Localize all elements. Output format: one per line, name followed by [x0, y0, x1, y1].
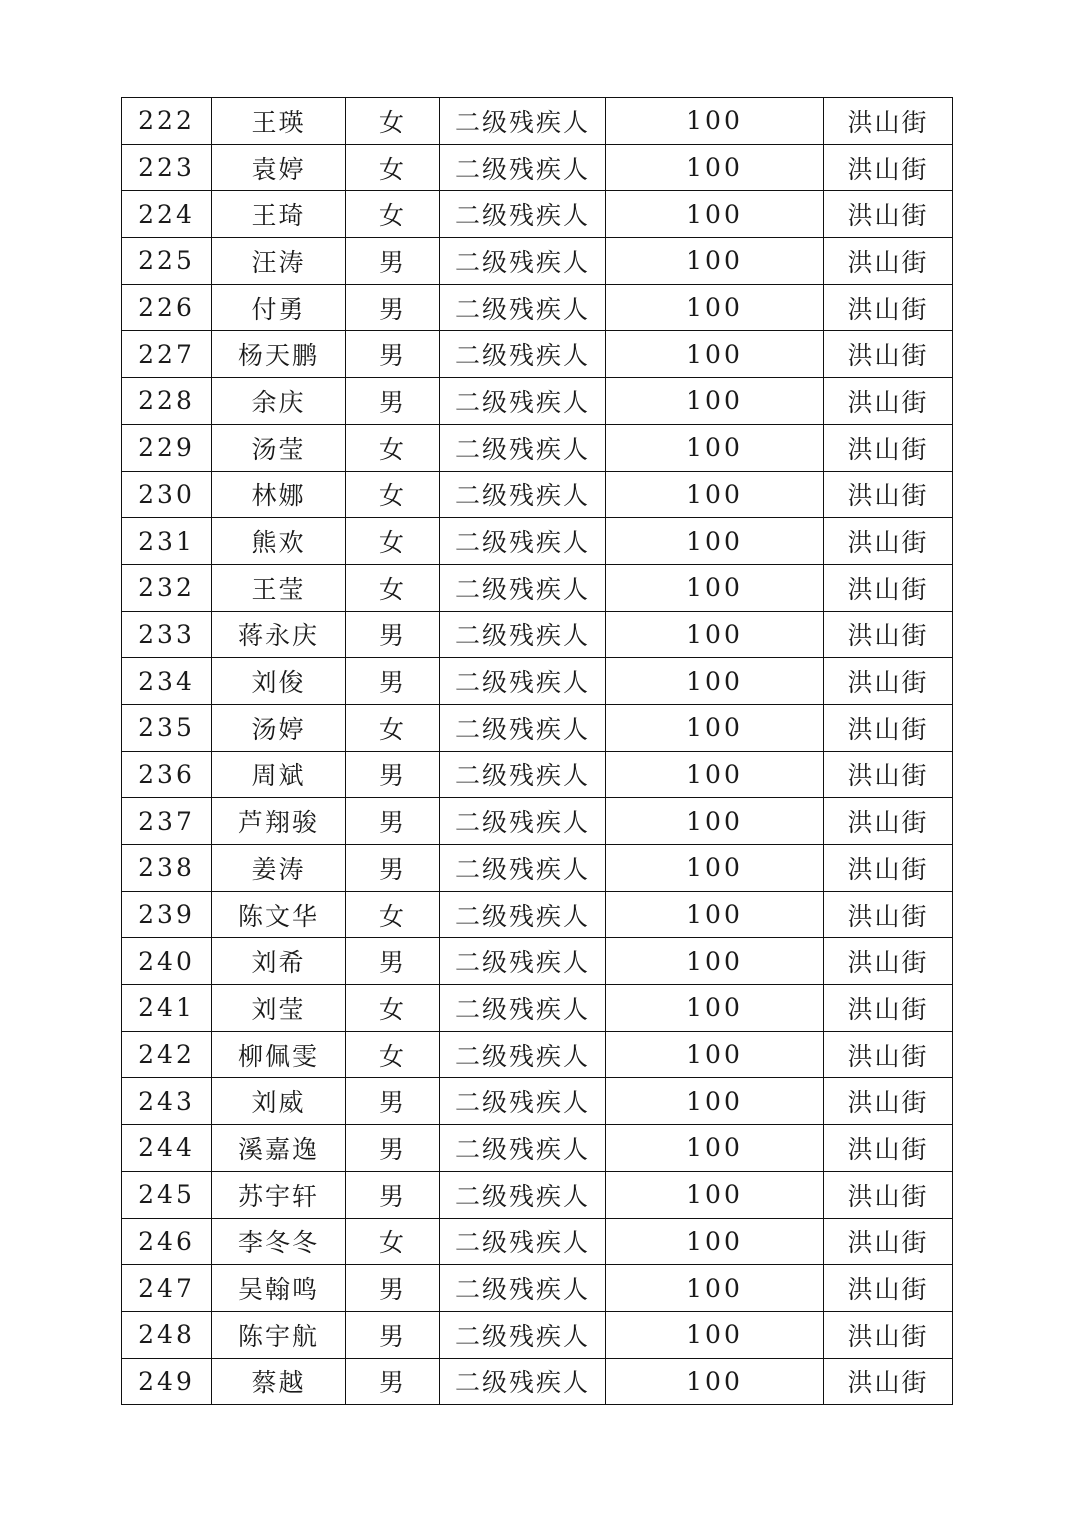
name-cell: 付勇: [212, 284, 346, 331]
table-row: [122, 1218, 953, 1265]
disability-level-cell: 二级残疾人: [440, 658, 606, 705]
table-row: [122, 98, 953, 145]
name-cell: 熊欢: [212, 518, 346, 565]
disability-level-cell: 二级残疾人: [440, 1265, 606, 1312]
amount-cell: 100: [606, 985, 824, 1032]
roster-table-body: [122, 98, 953, 1405]
street-cell: 洪山街: [824, 798, 953, 845]
table-row: [122, 191, 953, 238]
disability-level-cell: 二级残疾人: [440, 284, 606, 331]
amount-cell: 100: [606, 1078, 824, 1125]
gender-cell: 男: [346, 611, 440, 658]
amount-cell: 100: [606, 378, 824, 425]
table-row: [122, 1125, 953, 1172]
serial-number-cell: 244: [122, 1125, 212, 1172]
disability-level-cell: 二级残疾人: [440, 144, 606, 191]
name-cell: 汪涛: [212, 238, 346, 285]
disability-level-cell: 二级残疾人: [440, 191, 606, 238]
disability-level-cell: 二级残疾人: [440, 98, 606, 145]
table-row: [122, 938, 953, 985]
serial-number-cell: 232: [122, 564, 212, 611]
gender-cell: 男: [346, 1265, 440, 1312]
table-row: [122, 1031, 953, 1078]
gender-cell: 男: [346, 1078, 440, 1125]
amount-cell: 100: [606, 1218, 824, 1265]
amount-cell: 100: [606, 1125, 824, 1172]
disability-level-cell: 二级残疾人: [440, 751, 606, 798]
gender-cell: 女: [346, 144, 440, 191]
amount-cell: 100: [606, 331, 824, 378]
gender-cell: 男: [346, 331, 440, 378]
serial-number-cell: 236: [122, 751, 212, 798]
amount-cell: 100: [606, 1311, 824, 1358]
serial-number-cell: 229: [122, 424, 212, 471]
serial-number-cell: 249: [122, 1358, 212, 1405]
amount-cell: 100: [606, 1171, 824, 1218]
disability-level-cell: 二级残疾人: [440, 845, 606, 892]
serial-number-cell: 241: [122, 985, 212, 1032]
roster-table-wrapper: [121, 97, 953, 1405]
street-cell: 洪山街: [824, 1265, 953, 1312]
street-cell: 洪山街: [824, 238, 953, 285]
street-cell: 洪山街: [824, 704, 953, 751]
street-cell: 洪山街: [824, 611, 953, 658]
disability-level-cell: 二级残疾人: [440, 424, 606, 471]
disability-level-cell: 二级残疾人: [440, 938, 606, 985]
gender-cell: 女: [346, 191, 440, 238]
serial-number-cell: 237: [122, 798, 212, 845]
disability-level-cell: 二级残疾人: [440, 1311, 606, 1358]
serial-number-cell: 228: [122, 378, 212, 425]
gender-cell: 男: [346, 1358, 440, 1405]
table-row: [122, 424, 953, 471]
street-cell: 洪山街: [824, 284, 953, 331]
serial-number-cell: 233: [122, 611, 212, 658]
gender-cell: 男: [346, 938, 440, 985]
table-row: [122, 1078, 953, 1125]
serial-number-cell: 242: [122, 1031, 212, 1078]
serial-number-cell: 246: [122, 1218, 212, 1265]
street-cell: 洪山街: [824, 658, 953, 705]
street-cell: 洪山街: [824, 191, 953, 238]
table-row: [122, 378, 953, 425]
table-row: [122, 144, 953, 191]
disability-level-cell: 二级残疾人: [440, 1125, 606, 1172]
name-cell: 柳佩雯: [212, 1031, 346, 1078]
gender-cell: 男: [346, 1311, 440, 1358]
name-cell: 溪嘉逸: [212, 1125, 346, 1172]
disability-level-cell: 二级残疾人: [440, 1031, 606, 1078]
street-cell: 洪山街: [824, 144, 953, 191]
disability-level-cell: 二级残疾人: [440, 1218, 606, 1265]
street-cell: 洪山街: [824, 1358, 953, 1405]
name-cell: 刘莹: [212, 985, 346, 1032]
street-cell: 洪山街: [824, 378, 953, 425]
amount-cell: 100: [606, 471, 824, 518]
serial-number-cell: 227: [122, 331, 212, 378]
serial-number-cell: 239: [122, 891, 212, 938]
street-cell: 洪山街: [824, 1078, 953, 1125]
roster-table: [121, 97, 953, 1405]
table-row: [122, 284, 953, 331]
disability-level-cell: 二级残疾人: [440, 798, 606, 845]
amount-cell: 100: [606, 751, 824, 798]
gender-cell: 男: [346, 378, 440, 425]
gender-cell: 女: [346, 98, 440, 145]
street-cell: 洪山街: [824, 1218, 953, 1265]
amount-cell: 100: [606, 564, 824, 611]
table-row: [122, 751, 953, 798]
amount-cell: 100: [606, 1358, 824, 1405]
table-row: [122, 1171, 953, 1218]
amount-cell: 100: [606, 1265, 824, 1312]
gender-cell: 女: [346, 891, 440, 938]
name-cell: 王瑛: [212, 98, 346, 145]
street-cell: 洪山街: [824, 751, 953, 798]
name-cell: 吴翰鸣: [212, 1265, 346, 1312]
gender-cell: 女: [346, 1031, 440, 1078]
serial-number-cell: 230: [122, 471, 212, 518]
street-cell: 洪山街: [824, 98, 953, 145]
gender-cell: 女: [346, 564, 440, 611]
amount-cell: 100: [606, 191, 824, 238]
serial-number-cell: 240: [122, 938, 212, 985]
disability-level-cell: 二级残疾人: [440, 378, 606, 425]
name-cell: 芦翔骏: [212, 798, 346, 845]
table-row: [122, 331, 953, 378]
table-row: [122, 238, 953, 285]
disability-level-cell: 二级残疾人: [440, 564, 606, 611]
street-cell: 洪山街: [824, 1031, 953, 1078]
street-cell: 洪山街: [824, 331, 953, 378]
street-cell: 洪山街: [824, 1311, 953, 1358]
gender-cell: 男: [346, 658, 440, 705]
gender-cell: 女: [346, 518, 440, 565]
street-cell: 洪山街: [824, 564, 953, 611]
name-cell: 刘希: [212, 938, 346, 985]
disability-level-cell: 二级残疾人: [440, 1171, 606, 1218]
disability-level-cell: 二级残疾人: [440, 1358, 606, 1405]
serial-number-cell: 238: [122, 845, 212, 892]
disability-level-cell: 二级残疾人: [440, 611, 606, 658]
street-cell: 洪山街: [824, 1125, 953, 1172]
amount-cell: 100: [606, 704, 824, 751]
amount-cell: 100: [606, 611, 824, 658]
name-cell: 刘俊: [212, 658, 346, 705]
street-cell: 洪山街: [824, 891, 953, 938]
gender-cell: 男: [346, 284, 440, 331]
table-row: [122, 704, 953, 751]
name-cell: 陈宇航: [212, 1311, 346, 1358]
name-cell: 林娜: [212, 471, 346, 518]
amount-cell: 100: [606, 518, 824, 565]
disability-level-cell: 二级残疾人: [440, 471, 606, 518]
gender-cell: 女: [346, 424, 440, 471]
table-row: [122, 471, 953, 518]
amount-cell: 100: [606, 798, 824, 845]
serial-number-cell: 223: [122, 144, 212, 191]
gender-cell: 女: [346, 985, 440, 1032]
street-cell: 洪山街: [824, 424, 953, 471]
disability-level-cell: 二级残疾人: [440, 331, 606, 378]
serial-number-cell: 225: [122, 238, 212, 285]
amount-cell: 100: [606, 938, 824, 985]
street-cell: 洪山街: [824, 938, 953, 985]
street-cell: 洪山街: [824, 985, 953, 1032]
gender-cell: 男: [346, 1125, 440, 1172]
name-cell: 袁婷: [212, 144, 346, 191]
gender-cell: 男: [346, 751, 440, 798]
name-cell: 王莹: [212, 564, 346, 611]
table-row: [122, 564, 953, 611]
table-row: [122, 985, 953, 1032]
gender-cell: 男: [346, 845, 440, 892]
name-cell: 余庆: [212, 378, 346, 425]
amount-cell: 100: [606, 238, 824, 285]
gender-cell: 女: [346, 471, 440, 518]
disability-level-cell: 二级残疾人: [440, 518, 606, 565]
gender-cell: 男: [346, 238, 440, 285]
amount-cell: 100: [606, 845, 824, 892]
serial-number-cell: 231: [122, 518, 212, 565]
disability-level-cell: 二级残疾人: [440, 1078, 606, 1125]
name-cell: 苏宇轩: [212, 1171, 346, 1218]
street-cell: 洪山街: [824, 1171, 953, 1218]
serial-number-cell: 247: [122, 1265, 212, 1312]
table-row: [122, 1311, 953, 1358]
name-cell: 姜涛: [212, 845, 346, 892]
amount-cell: 100: [606, 98, 824, 145]
disability-level-cell: 二级残疾人: [440, 238, 606, 285]
gender-cell: 男: [346, 1171, 440, 1218]
serial-number-cell: 245: [122, 1171, 212, 1218]
amount-cell: 100: [606, 284, 824, 331]
name-cell: 汤婷: [212, 704, 346, 751]
gender-cell: 男: [346, 798, 440, 845]
amount-cell: 100: [606, 658, 824, 705]
street-cell: 洪山街: [824, 471, 953, 518]
street-cell: 洪山街: [824, 845, 953, 892]
serial-number-cell: 222: [122, 98, 212, 145]
table-row: [122, 611, 953, 658]
name-cell: 蒋永庆: [212, 611, 346, 658]
name-cell: 李冬冬: [212, 1218, 346, 1265]
street-cell: 洪山街: [824, 518, 953, 565]
table-row: [122, 1358, 953, 1405]
name-cell: 王琦: [212, 191, 346, 238]
serial-number-cell: 243: [122, 1078, 212, 1125]
serial-number-cell: 226: [122, 284, 212, 331]
amount-cell: 100: [606, 1031, 824, 1078]
amount-cell: 100: [606, 424, 824, 471]
table-row: [122, 518, 953, 565]
serial-number-cell: 224: [122, 191, 212, 238]
amount-cell: 100: [606, 891, 824, 938]
name-cell: 汤莹: [212, 424, 346, 471]
name-cell: 刘威: [212, 1078, 346, 1125]
name-cell: 杨天鹏: [212, 331, 346, 378]
amount-cell: 100: [606, 144, 824, 191]
disability-level-cell: 二级残疾人: [440, 891, 606, 938]
gender-cell: 女: [346, 704, 440, 751]
table-row: [122, 798, 953, 845]
gender-cell: 女: [346, 1218, 440, 1265]
table-row: [122, 658, 953, 705]
serial-number-cell: 234: [122, 658, 212, 705]
table-row: [122, 1265, 953, 1312]
name-cell: 蔡越: [212, 1358, 346, 1405]
name-cell: 陈文华: [212, 891, 346, 938]
serial-number-cell: 248: [122, 1311, 212, 1358]
table-row: [122, 891, 953, 938]
disability-level-cell: 二级残疾人: [440, 985, 606, 1032]
serial-number-cell: 235: [122, 704, 212, 751]
disability-level-cell: 二级残疾人: [440, 704, 606, 751]
table-row: [122, 845, 953, 892]
name-cell: 周斌: [212, 751, 346, 798]
